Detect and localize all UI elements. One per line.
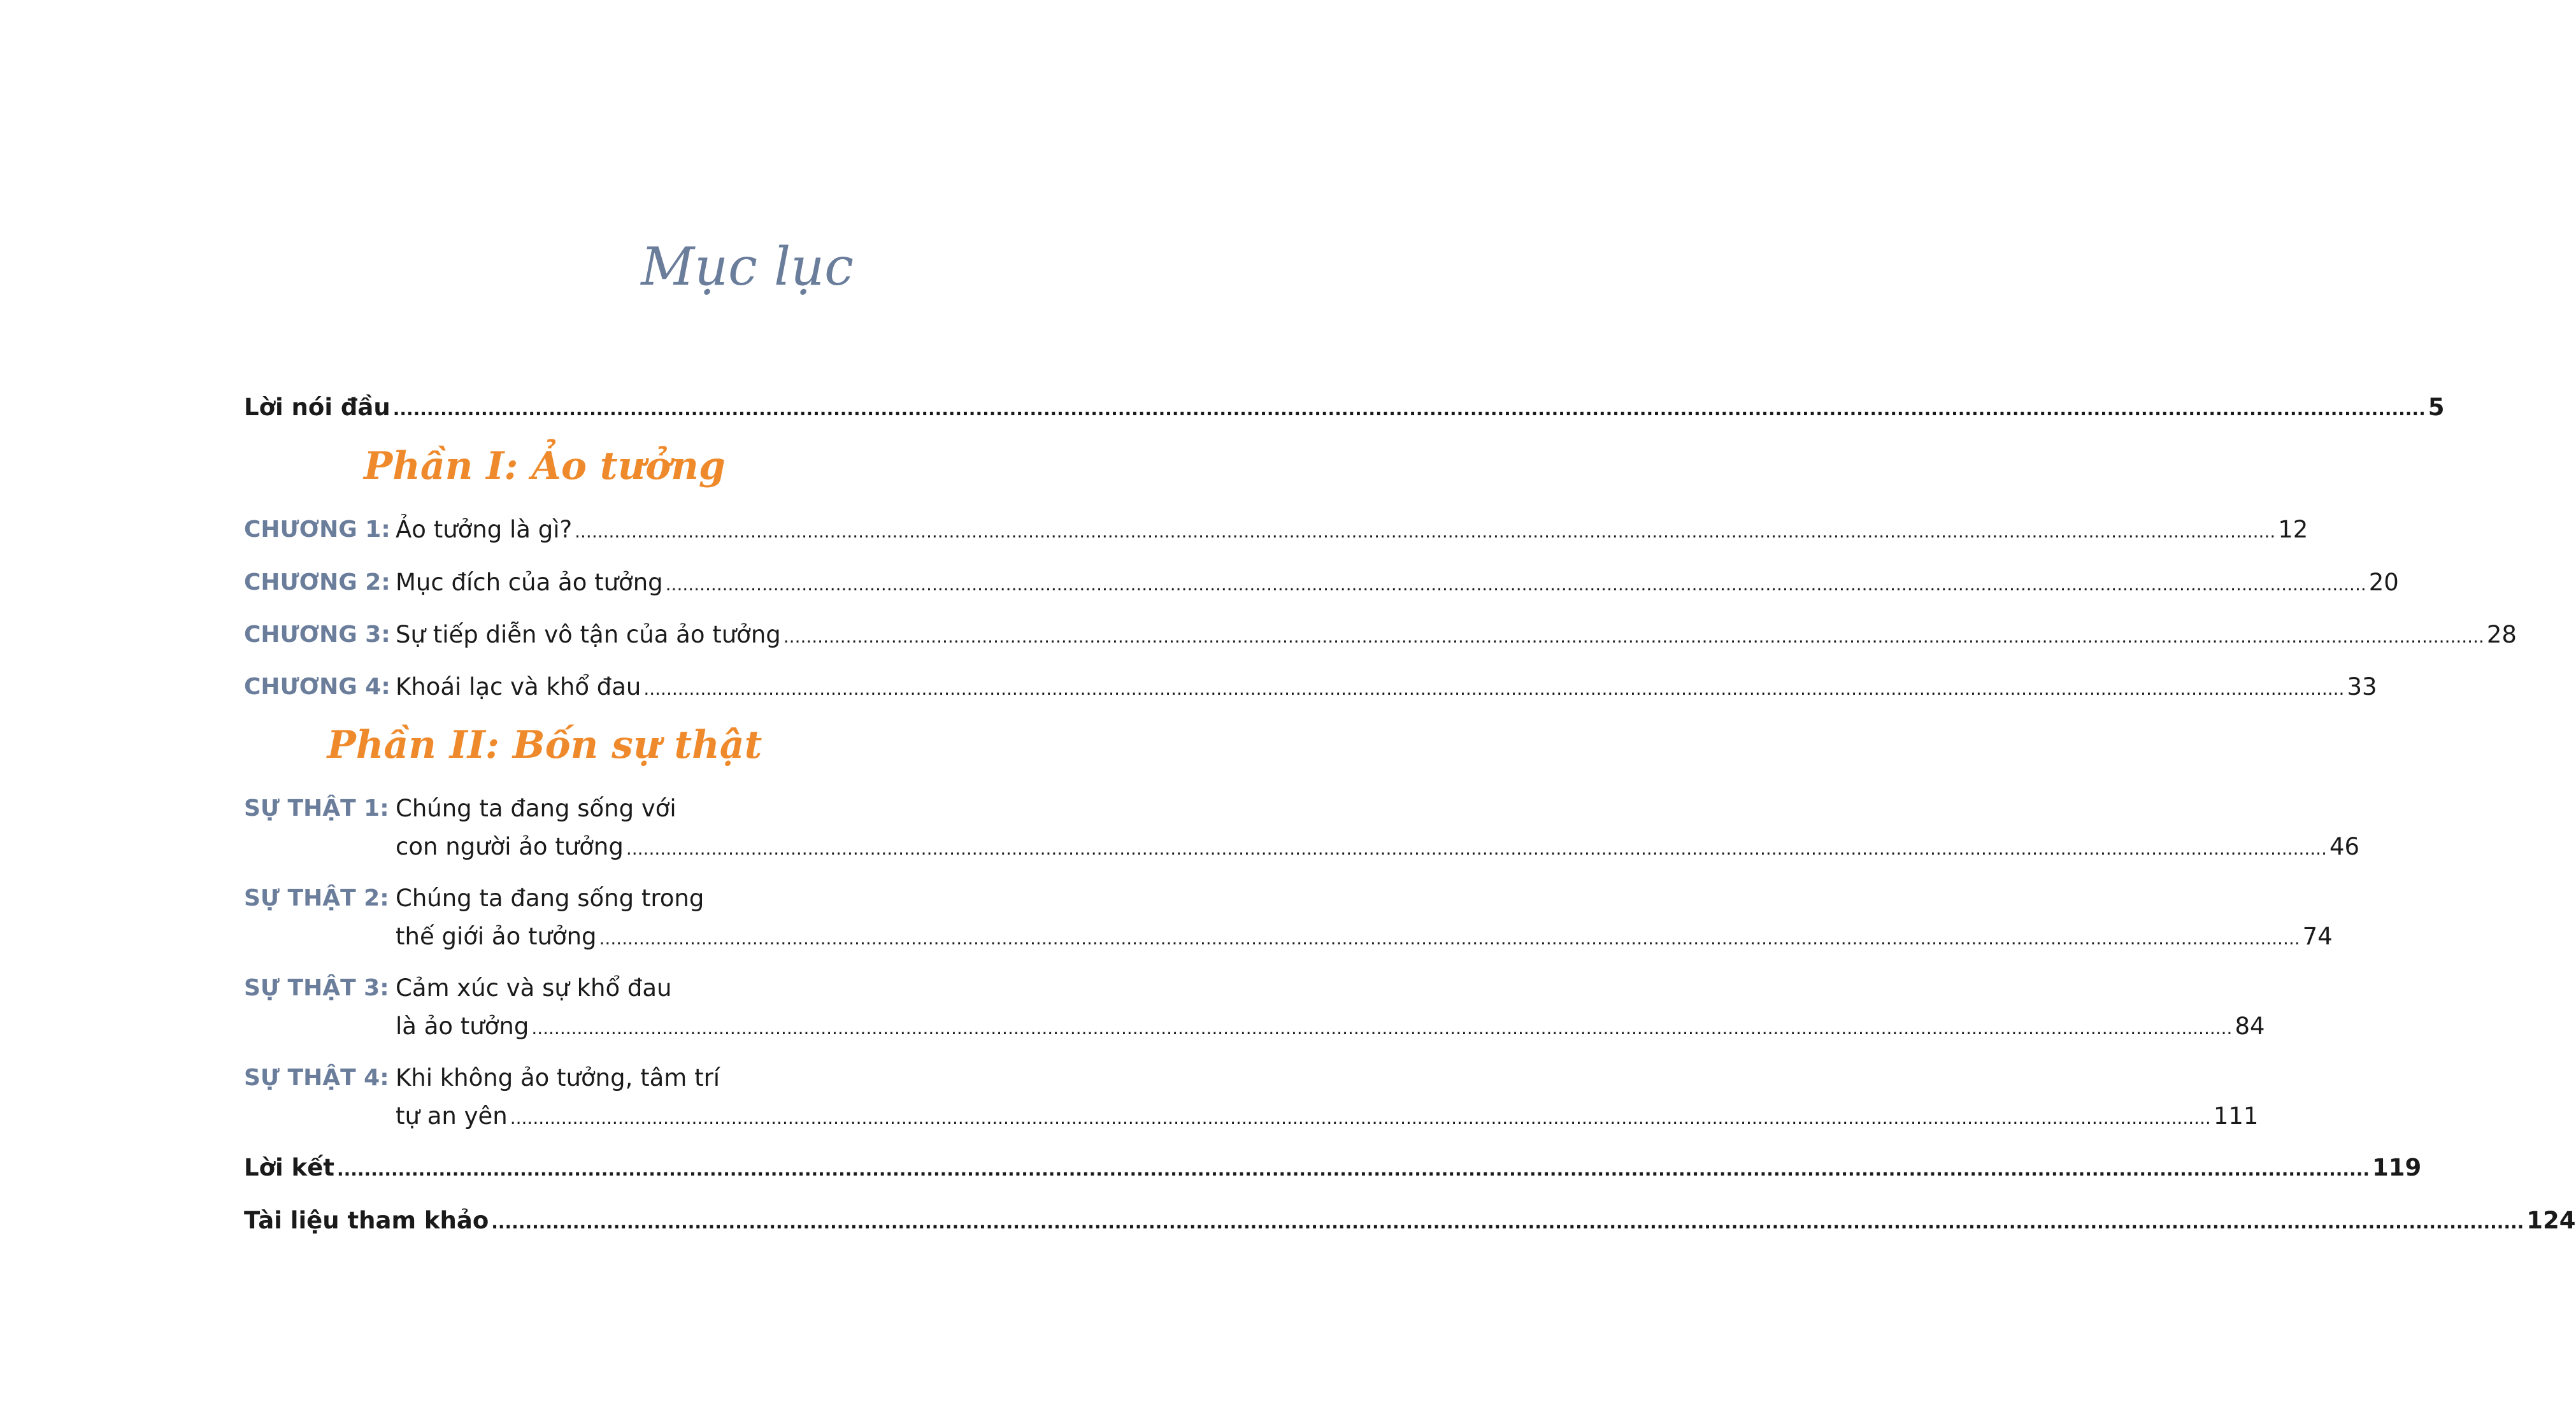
chapter-3-label: CHƯƠNG 3:	[244, 622, 390, 648]
entry-page-number: 46	[2329, 833, 2360, 860]
entry-page-number: 84	[2235, 1013, 2265, 1040]
dot-leader: ............................................................................................................................................................................................................................................................................................................	[665, 574, 2366, 595]
toc-entry-truth-2[interactable]	[396, 879, 2333, 956]
dot-leader: ............................................................................................................................................................................................................................................................................................................	[336, 1159, 2370, 1180]
entry-page-number: 28	[2486, 621, 2517, 648]
entry-title: Lời nói đầu	[244, 394, 390, 421]
page-title: Mục lục	[641, 237, 854, 297]
entry-title: Sự tiếp diễn vô tận của ảo tưởng	[396, 621, 781, 648]
truth-4-label: SỰ THẬT 4:	[244, 1065, 389, 1091]
toc-entry-references[interactable]	[244, 1202, 2576, 1240]
entry-page-number: 20	[2368, 569, 2399, 596]
truth-2-label: SỰ THẬT 2:	[244, 885, 389, 911]
toc-entry-chapter-1[interactable]	[396, 511, 2308, 549]
dot-leader: ............................................................................................................................................................................................................................................................................................................	[626, 838, 2327, 859]
entry-title-line-2: là ảo tưởng	[396, 1013, 529, 1040]
entry-title: Tài liệu tham khảo	[244, 1207, 489, 1234]
entry-title: Mục đích của ảo tưởng	[396, 569, 663, 596]
toc-entry-truth-3[interactable]	[396, 969, 2265, 1046]
entry-title-line-1: Cảm xúc và sự khổ đau	[396, 974, 672, 1002]
entry-title-line-2: con người ảo tưởng	[396, 833, 624, 860]
truth-3-label: SỰ THẬT 3:	[244, 975, 389, 1001]
entry-page-number: 124	[2526, 1207, 2576, 1234]
entry-title: Khoái lạc và khổ đau	[396, 673, 641, 700]
dot-leader: ............................................................................................................................................................................................................................................................................................................	[599, 928, 2300, 949]
dot-leader: ............................................................................................................................................................................................................................................................................................................	[575, 521, 2276, 542]
dot-leader: ............................................................................................................................................................................................................................................................................................................	[491, 1212, 2524, 1233]
entry-title: Lời kết	[244, 1154, 334, 1181]
chapter-1-label: CHƯƠNG 1:	[244, 516, 390, 543]
dot-leader: ............................................................................................................................................................................................................................................................................................................	[643, 678, 2345, 699]
toc-entry-epilogue[interactable]	[244, 1149, 2422, 1187]
chapter-2-label: CHƯƠNG 2:	[244, 569, 390, 595]
dot-leader: ............................................................................................................................................................................................................................................................................................................	[510, 1107, 2211, 1128]
entry-title-line-1: Chúng ta đang sống với	[396, 795, 676, 822]
part-2-heading: Phần II: Bốn sự thật	[327, 723, 762, 767]
dot-leader: ............................................................................................................................................................................................................................................................................................................	[531, 1018, 2233, 1039]
entry-title-line-1: Chúng ta đang sống trong	[396, 885, 705, 912]
entry-page-number: 111	[2213, 1102, 2259, 1130]
toc-entry-chapter-3[interactable]	[396, 616, 2517, 654]
entry-title-line-2: tự an yên	[396, 1102, 508, 1130]
toc-entry-preface[interactable]	[244, 388, 2445, 427]
part-1-heading: Phần I: Ảo tưởng	[364, 444, 726, 488]
truth-1-label: SỰ THẬT 1:	[244, 795, 389, 821]
dot-leader: ............................................................................................................................................................................................................................................................................................................	[783, 626, 2484, 647]
toc-entry-chapter-4[interactable]	[396, 668, 2377, 706]
entry-page-number: 12	[2278, 516, 2308, 543]
toc-entry-truth-1[interactable]	[396, 790, 2360, 866]
toc-entry-chapter-2[interactable]	[396, 564, 2399, 602]
entry-page-number: 119	[2372, 1154, 2422, 1181]
entry-page-number: 5	[2428, 394, 2445, 421]
entry-page-number: 74	[2302, 923, 2333, 950]
entry-title: Ảo tưởng là gì?	[396, 516, 573, 543]
entry-title-line-1: Khi không ảo tưởng, tâm trí	[396, 1064, 720, 1092]
toc-entry-truth-4[interactable]	[396, 1059, 2259, 1135]
chapter-4-label: CHƯƠNG 4:	[244, 674, 390, 700]
entry-page-number: 33	[2347, 673, 2377, 700]
entry-title-line-2: thế giới ảo tưởng	[396, 923, 597, 950]
dot-leader: ............................................................................................................................................................................................................................................................................................................	[392, 399, 2426, 420]
